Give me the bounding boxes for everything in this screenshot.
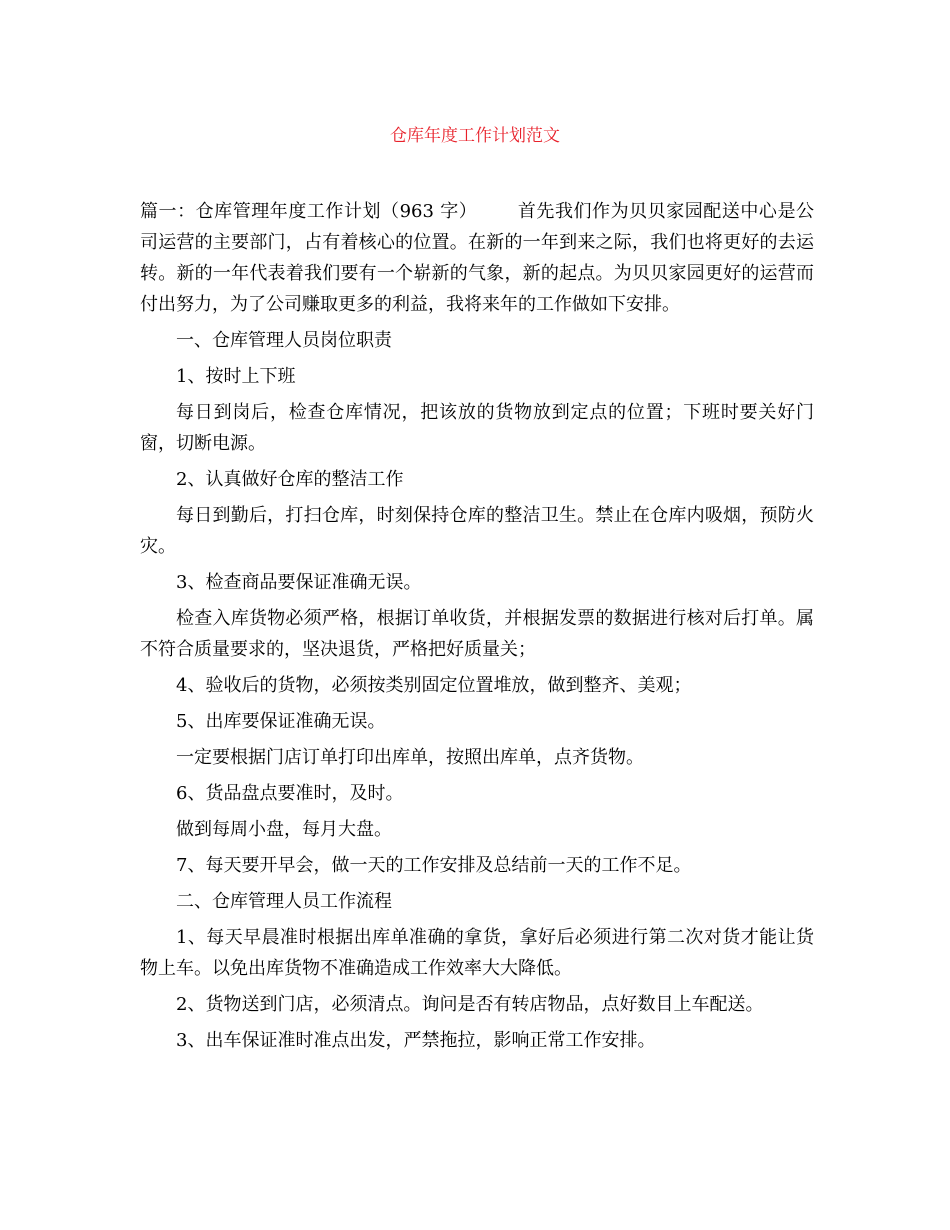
body-paragraph: 1、每天早晨准时根据出库单准确的拿货，拿好后必须进行第二次对货才能让货物上车。以免出库货物不准确造成工作效率大大降低。 [140, 927, 814, 979]
body-paragraph: 一定要根据门店订单打印出库单，按照出库单，点齐货物。 [176, 747, 644, 768]
document-title: 仓库年度工作计划范文 [390, 126, 560, 146]
intro-text: 首先我们作为贝贝家园配送中心是公司运营的主要部门，占有着核心的位置。在新的一年到来之际，我们也将更好的去运转。新的一年代表着我们要有一个崭新的气象，新的起点。为贝贝家园更好的运营而付出努力，为了公司赚取更多的利益，我将来年的工作做如下安排。 [140, 201, 815, 315]
section-heading-duties: 一、仓库管理人员岗位职责 [176, 330, 392, 351]
intro-paragraph [140, 196, 814, 320]
body-paragraph: 每日到岗后，检查仓库情况，把该放的货物放到定点的位置；下班时要关好门窗，切断电源。 [140, 402, 814, 454]
list-item-heading: 3、检查商品要保证准确无误。 [176, 572, 422, 593]
section-heading-workflow: 二、仓库管理人员工作流程 [176, 891, 392, 912]
body-paragraph: 2、货物送到门店，必须清点。询问是否有转店物品，点好数目上车配送。 [176, 994, 764, 1015]
body-paragraph: 做到每周小盘，每月大盘。 [176, 819, 392, 840]
list-item-heading: 4、验收后的货物，必须按类别固定位置堆放，做到整齐、美观； [176, 675, 692, 696]
body-paragraph: 3、出车保证准时准点出发，严禁拖拉，影响正常工作安排。 [176, 1030, 656, 1051]
list-item-heading: 6、货品盘点要准时，及时。 [176, 783, 404, 804]
list-item-heading: 2、认真做好仓库的整洁工作 [176, 469, 404, 490]
body-paragraph: 检查入库货物必须严格，根据订单收货，并根据发票的数据进行核对后打单。属不符合质量要求的，坚决退货，严格把好质量关； [140, 608, 814, 660]
list-item-heading: 7、每天要开早会，做一天的工作安排及总结前一天的工作不足。 [176, 855, 692, 876]
document-body [140, 196, 814, 1061]
list-item-heading: 5、出库要保证准确无误。 [176, 711, 386, 732]
intro-heading: 篇一：仓库管理年度工作计划（963 字） [140, 201, 478, 222]
body-paragraph: 每日到勤后，打扫仓库，时刻保持仓库的整洁卫生。禁止在仓库内吸烟，预防火灾。 [140, 505, 814, 557]
list-item-heading: 1、按时上下班 [176, 366, 296, 387]
